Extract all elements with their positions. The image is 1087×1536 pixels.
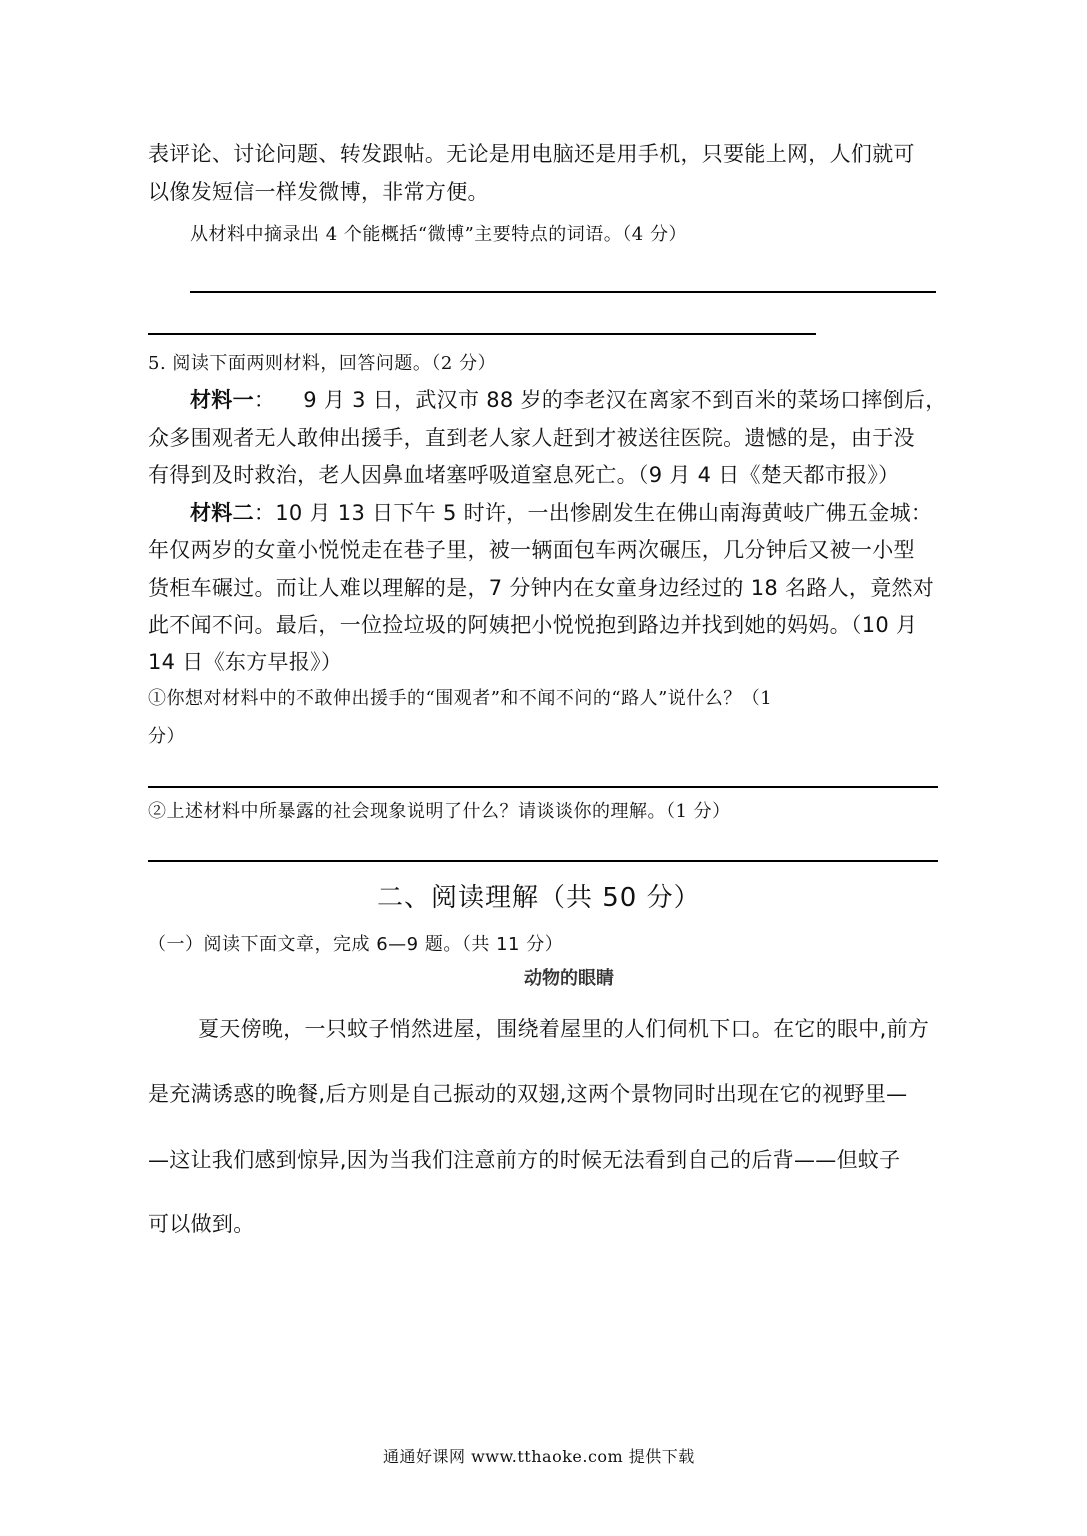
page-footer: 通通好课网 www.tthaoke.com 提供下载 bbox=[383, 1447, 695, 1466]
material-2-line-5: 14 日《东方早报》） bbox=[148, 650, 343, 674]
material-2-line-2: 年仅两岁的女童小悦悦走在巷子里，被一辆面包车两次碾压，几分钟后又被一小型 bbox=[148, 538, 915, 562]
intro-line-2: 以像发短信一样发微博，非常方便。 bbox=[148, 180, 489, 204]
material-1-sep: ： bbox=[253, 388, 276, 412]
article-line-3: —这让我们感到惊异,因为当我们注意前方的时候无法看到自己的后背——但蚊子 bbox=[148, 1148, 901, 1172]
material-1-line-1: 9 月 3 日，武汉市 88 岁的李老汉在离家不到百米的菜场口摔倒后， bbox=[303, 388, 947, 412]
q5-sub-1-line-2: 分） bbox=[148, 726, 185, 747]
material-2-line-3: 货柜车碾过。而让人难以理解的是，7 分钟内在女童身边经过的 18 名路人，竟然对 bbox=[148, 576, 935, 600]
answer-line-q4-a bbox=[190, 291, 936, 293]
answer-line-q4-b bbox=[148, 333, 816, 335]
section-heading: 二、阅读理解（共 50 分） bbox=[377, 883, 701, 913]
material-2-line-4: 此不闻不问。最后，一位捡垃圾的阿姨把小悦悦抱到路边并找到她的妈妈。（10 月 bbox=[148, 613, 918, 637]
article-line-2: 是充满诱惑的晚餐,后方则是自己振动的双翅,这两个景物同时出现在它的视野里— bbox=[148, 1082, 908, 1106]
material-1-line-2: 众多围观者无人敢伸出援手，直到老人家人赶到才被送往医院。遗憾的是，由于没 bbox=[148, 426, 915, 450]
answer-line-q5-1 bbox=[148, 786, 938, 788]
article-title: 动物的眼睛 bbox=[524, 968, 614, 989]
material-1-label: 材料一 bbox=[190, 388, 254, 412]
q5-prompt: 5. 阅读下面两则材料，回答问题。（2 分） bbox=[148, 353, 497, 374]
article-line-1: 夏天傍晚，一只蚊子悄然进屋，围绕着屋里的人们伺机下口。在它的眼中,前方 bbox=[198, 1017, 930, 1041]
material-1-line-3: 有得到及时救治，老人因鼻血堵塞呼吸道窒息死亡。（9 月 4 日《楚天都市报》） bbox=[148, 463, 900, 487]
material-2-line-1: ：10 月 13 日下午 5 时许，一出惨剧发生在佛山南海黄岐广佛五金城： bbox=[253, 501, 933, 525]
article-line-4: 可以做到。 bbox=[148, 1212, 255, 1236]
material-2-label-line bbox=[190, 503, 932, 524]
part-1-prompt: （一）阅读下面文章，完成 6—9 题。（共 11 分） bbox=[148, 934, 564, 955]
q4-prompt: 从材料中摘录出 4 个能概括“微博”主要特点的词语。（4 分） bbox=[190, 224, 687, 245]
intro-line-1: 表评论、讨论问题、转发跟帖。无论是用电脑还是用手机，只要能上网，人们就可 bbox=[148, 142, 915, 166]
q5-sub-1-line-1: ①你想对材料中的不敢伸出援手的“围观者”和不闻不问的“路人”说什么？（1 bbox=[148, 688, 773, 709]
material-2-label: 材料二 bbox=[190, 501, 254, 525]
material-1-label-line bbox=[190, 390, 947, 411]
answer-line-q5-2 bbox=[148, 860, 938, 862]
q5-sub-2: ②上述材料中所暴露的社会现象说明了什么？请谈谈你的理解。（1 分） bbox=[148, 801, 731, 822]
